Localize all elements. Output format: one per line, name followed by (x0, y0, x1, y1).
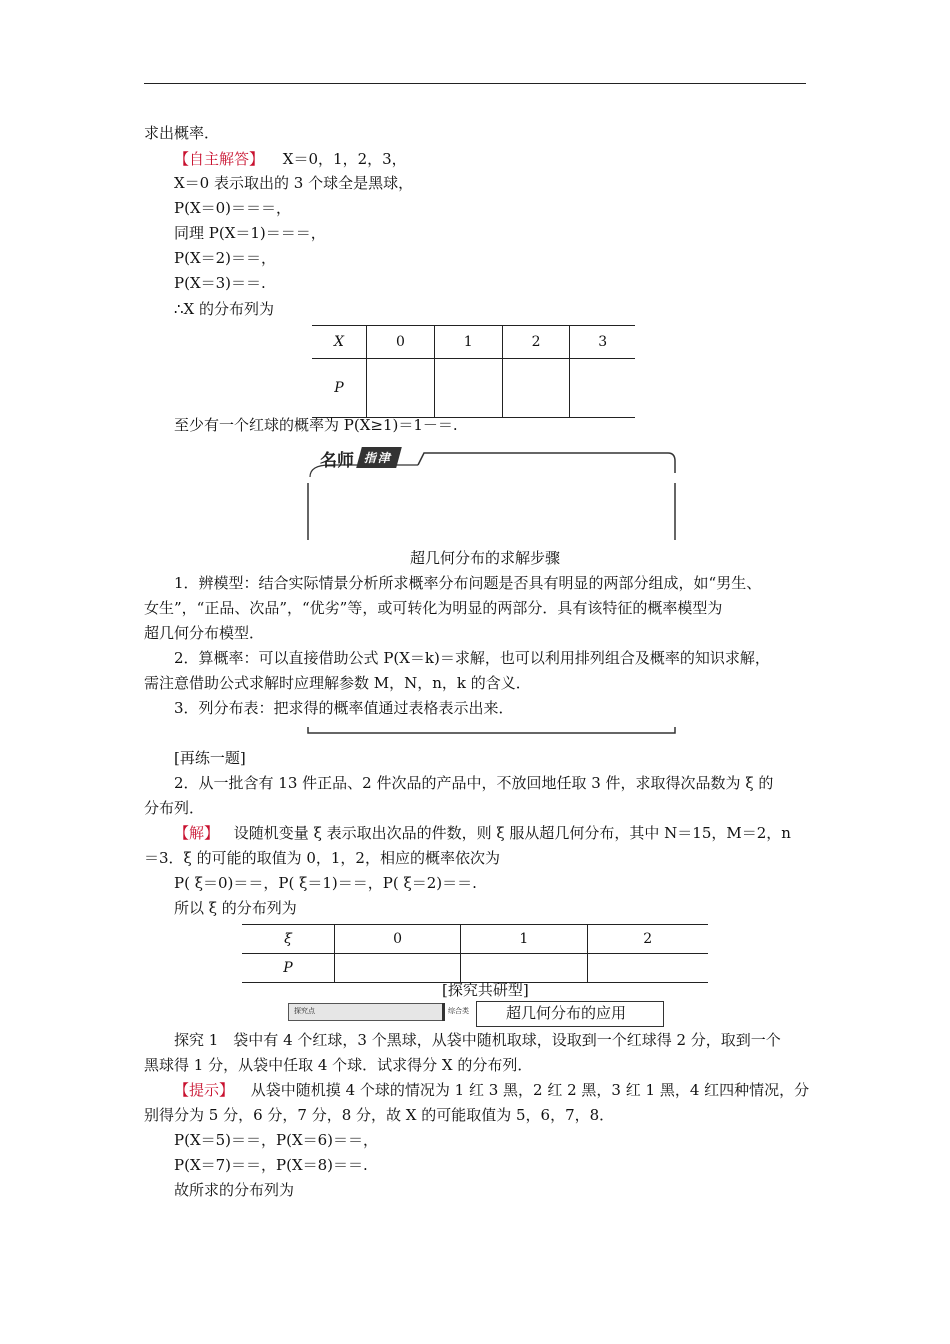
self-answer-line (174, 148, 407, 170)
text-line: 求出概率． (144, 124, 220, 142)
text-line: 女生”，“正品、次品”，“优劣”等，或可转化为明显的两部分．具有该特征的概率模型为 (144, 599, 723, 617)
table-row (312, 326, 635, 359)
table-cell: 2 (587, 925, 708, 954)
text-span: 从袋中随机摸 4 个球的情况为 1 红 3 黑，2 红 2 黑，3 红 1 黑，4 红四种情况，分 (250, 1081, 810, 1099)
text-line: 探究 1 袋中有 4 个红球，3 个黑球，从袋中随机取球，设取到一个红球得 2 分，取到一个 (174, 1031, 781, 1049)
formula-line: 同理 P(X＝1)＝＝＝， (174, 224, 326, 242)
text-line: 至少有一个红球的概率为 P(X≥1)＝1－＝. (174, 416, 458, 434)
table-cell (434, 359, 502, 418)
text-line: 别得分为 5 分，6 分，7 分，8 分，故 X 的可能取值为 5，6，7，8． (144, 1106, 615, 1124)
formula-line: P(X＝5)＝＝，P(X＝6)＝＝， (174, 1131, 379, 1149)
formula-line: P( ξ＝0)＝＝，P( ξ＝1)＝＝，P( ξ＝2)＝＝. (174, 874, 477, 892)
hint-line (174, 1079, 809, 1101)
practice-heading: [再练一题] (174, 749, 246, 767)
text-line: 超几何分布模型． (144, 624, 265, 642)
hint-tag: 【提示】 (174, 1081, 235, 1099)
table-cell: ξ (242, 925, 335, 954)
text-line: 需注意借助公式求解时应理解参数 M，N，n，k 的含义． (144, 674, 531, 692)
tip-banner-label: 名师 (320, 451, 354, 471)
text-line: 1．辨模型：结合实际情景分析所求概率分布问题是否具有明显的两部分组成，如“男生、 (174, 574, 762, 592)
formula-line: P(X＝0)＝＝＝， (174, 199, 292, 217)
explore-bar-divider (442, 1003, 445, 1021)
table-row (242, 925, 708, 954)
explore-title: 超几何分布的应用 (506, 1004, 627, 1022)
explore-type-heading: [探究共研型] (442, 981, 529, 999)
text-span: 设随机变量 ξ 表示取出次品的件数，则 ξ 服从超几何分布，其中 N＝15，M＝2，n (233, 824, 791, 842)
solution-line (174, 822, 791, 844)
text-span: X＝0，1，2，3， (282, 150, 407, 168)
explore-bar-right-label: 综合类 (448, 1007, 469, 1015)
table-cell (570, 359, 635, 418)
table-cell: 0 (335, 925, 461, 954)
formula-line: P(X＝3)＝＝. (174, 274, 266, 292)
text-line: 分布列． (144, 799, 205, 817)
table-cell (367, 359, 435, 418)
self-answer-tag: 【自主解答】 (174, 150, 265, 168)
distribution-table-x (312, 325, 635, 418)
distribution-table-xi (242, 924, 708, 983)
table-cell: X (312, 326, 367, 359)
text-line: 3．列分布表：把求得的概率值通过表格表示出来． (174, 699, 514, 717)
table-cell: 3 (570, 326, 635, 359)
text-line: 2．算概率：可以直接借助公式 P(X＝k)＝求解，也可以利用排列组合及概率的知识求解， (174, 649, 770, 667)
text-line: X＝0 表示取出的 3 个球全是黑球， (174, 174, 414, 192)
header-rule (144, 83, 806, 84)
explore-bar-left-label: 探究点 (294, 1007, 315, 1015)
table-cell: 2 (502, 326, 570, 359)
text-line: ＝3．ξ 的可能的取值为 0，1，2，相应的概率依次为 (144, 849, 500, 867)
text-line: 黑球得 1 分，从袋中任取 4 个球．试求得分 X 的分布列． (144, 1056, 533, 1074)
section-title: 超几何分布的求解步骤 (410, 549, 561, 567)
formula-line: P(X＝7)＝＝，P(X＝8)＝＝. (174, 1156, 368, 1174)
table-cell (502, 359, 570, 418)
table-cell (587, 954, 708, 983)
table-cell: 0 (367, 326, 435, 359)
formula-line: P(X＝2)＝＝， (174, 249, 277, 267)
text-line: 2．从一批含有 13 件正品、2 件次品的产品中，不放回地任取 3 件，求取得次品数为 ξ 的 (174, 774, 774, 792)
text-line: 所以 ξ 的分布列为 (174, 899, 297, 917)
text-line: 故所求的分布列为 (174, 1181, 295, 1199)
table-cell: P (312, 359, 367, 418)
table-row (312, 359, 635, 418)
solution-tag: 【解】 (174, 824, 220, 842)
table-cell: 1 (434, 326, 502, 359)
tip-banner-tag: 指津 (356, 447, 402, 468)
text-line: ∴X 的分布列为 (174, 300, 274, 318)
table-cell: P (242, 954, 335, 983)
table-cell: 1 (461, 925, 587, 954)
